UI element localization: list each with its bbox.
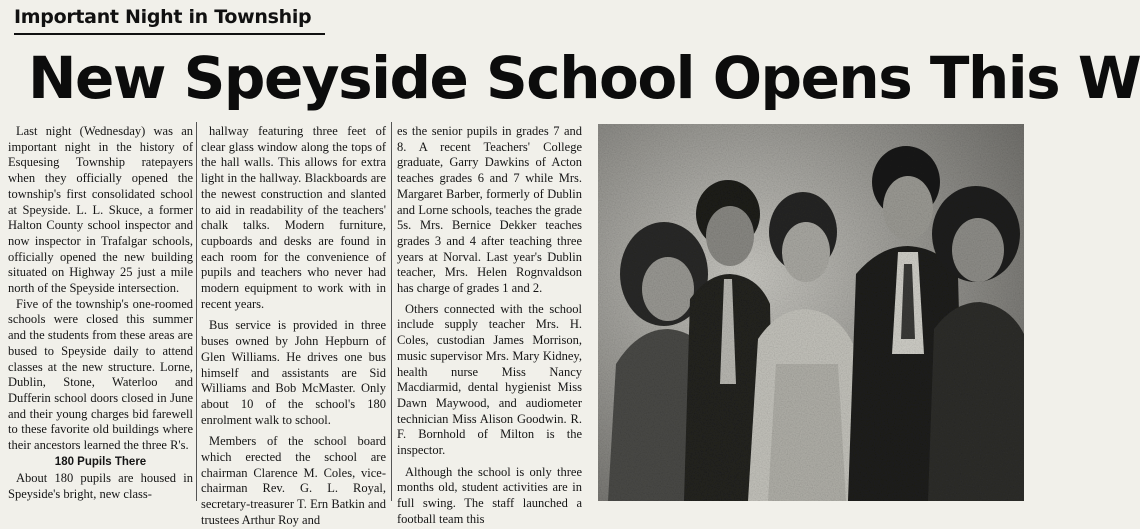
column-divider (391, 122, 392, 501)
paragraph: Although the school is only three months old, student activities are in full swing. The staff launched a football team this (397, 464, 582, 526)
paragraph: Last night (Wednesday) was an important night in the history of Esquesing Township ratepayers when they officially opened the township's first consolidated school at Speyside. L. L. Skuce, a former Halton County school inspector and now inspector in Trafalgar schools, officially opened the new building situated on Highway 25 just a mile north of the Speyside intersection. (8, 124, 193, 296)
article-column-2 (201, 124, 386, 527)
article-column-3 (397, 124, 582, 526)
paragraph: Bus service is provided in three buses owned by John Hepburn of Glen Williams. He drives one bus himself and assistants are Sid Williams and Bob McMaster. Only about 10 of the school's 180 enrolment walk to school. (201, 318, 386, 427)
paragraph: hallway featuring three feet of clear glass window along the tops of the hall walls. This allows for extra light in the hallway. Blackboards are the newest construction and slanted to aid in readability of the teachers' chalk talks. Modern furniture, cupboards and desks are found in each room for the convenience of pupils and teachers who never had modern equipment to work with in recent years. (201, 124, 386, 311)
headline: New Speyside School Opens This W (28, 44, 1140, 112)
paragraph: Five of the township's one-roomed schools were closed this summer and the students from these areas are bused to Speyside daily to attend classes at the new structure. Lorne, Dublin, Stone, Waterloo and Dufferin school doors closed in June and their young charges bid farewell to these favorite old buildings where their ancestors learned the three R's. (8, 296, 193, 453)
paragraph: About 180 pupils are housed in Speyside's bright, new class- (8, 471, 193, 502)
article-column-1 (8, 124, 193, 501)
subheading: 180 Pupils There (54, 455, 147, 468)
kicker-underline (14, 33, 325, 35)
paragraph: Others connected with the school include supply teacher Mrs. H. Coles, custodian James Morrison, music supervisor Mrs. Mary Kidney, health nurse Miss Nancy Macdiarmid, dental hygienist Miss Dawn Maywood, and audiometer technician Miss Alison Goodwin. R. F. Bornhold of Milton is the inspector. (397, 301, 582, 458)
paragraph: es the senior pupils in grades 7 and 8. A recent Teachers' College graduate, Garry Dawkins of Acton teaches grades 6 and 7 while Mrs. Margaret Barber, formerly of Dublin and Lorne schools, teaches the grade 5s. Mrs. Bernice Dekker teaches grades 3 and 4 after teaching three years at Norval. Last year's Dublin teacher, Mrs. Helen Rognvaldson has charge of grades 1 and 2. (397, 124, 582, 296)
paragraph: Members of the school board which erected the school are chairman Clarence M. Coles, vice-chairman Rev. G. L. Royal, secretary-treasurer T. Ern Batkin and trustees Arthur Roy and (201, 434, 386, 527)
staff-photo (598, 124, 1024, 501)
kicker-heading: Important Night in Township (14, 6, 312, 28)
column-divider (196, 122, 197, 501)
